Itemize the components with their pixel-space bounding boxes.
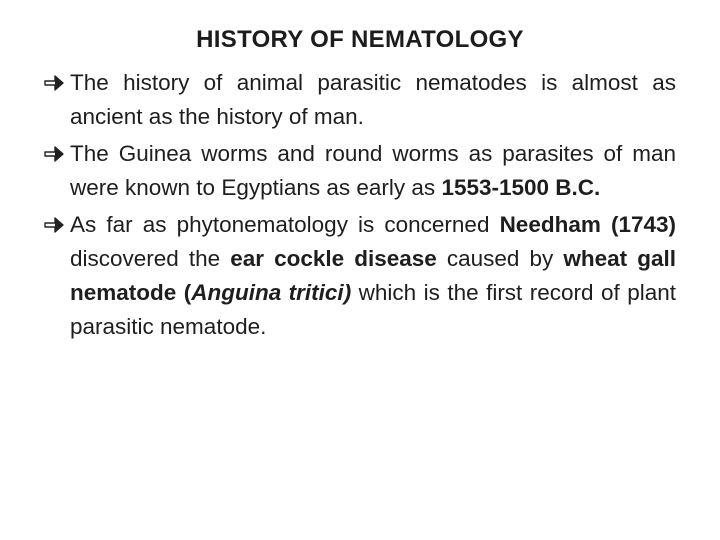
bullet-text-segment: As far as phytonematology is concerned	[70, 212, 500, 237]
bullet-item-2	[44, 137, 676, 205]
bullet-text-segment: caused by	[436, 246, 564, 271]
bullet-text	[70, 141, 676, 200]
arrow-bullet-icon	[44, 75, 64, 91]
bullet-text	[70, 70, 676, 129]
bullet-item-1	[44, 66, 676, 134]
bullet-list	[44, 66, 676, 347]
bold-wheat-gall-nematode: wheat gall nematode (	[70, 246, 676, 305]
bullet-text	[70, 212, 676, 339]
bullet-text-segment: The history of animal parasitic nematodes is almost as ancient as the history of man.	[70, 70, 676, 129]
bullet-item-3	[44, 208, 676, 344]
arrow-bullet-icon	[44, 146, 64, 162]
slide-title: HISTORY OF NEMATOLOGY	[196, 26, 524, 53]
arrow-bullet-icon	[44, 217, 64, 233]
bold-needham: Needham (1743)	[499, 212, 676, 237]
bullet-text-segment: discovered the	[70, 246, 231, 271]
bullet-text-segment: which is the first record of plant parasitic nematode.	[70, 280, 677, 339]
bold-italic-species-name: Anguina tritici)	[191, 280, 352, 305]
bullet-text-segment: The Guinea worms and round worms as parasites of man were known to Egyptians as early as	[70, 141, 676, 200]
bold-ear-cockle-disease: ear cockle disease	[230, 246, 437, 271]
bold-date-range: 1553-1500 B.C.	[441, 175, 601, 200]
